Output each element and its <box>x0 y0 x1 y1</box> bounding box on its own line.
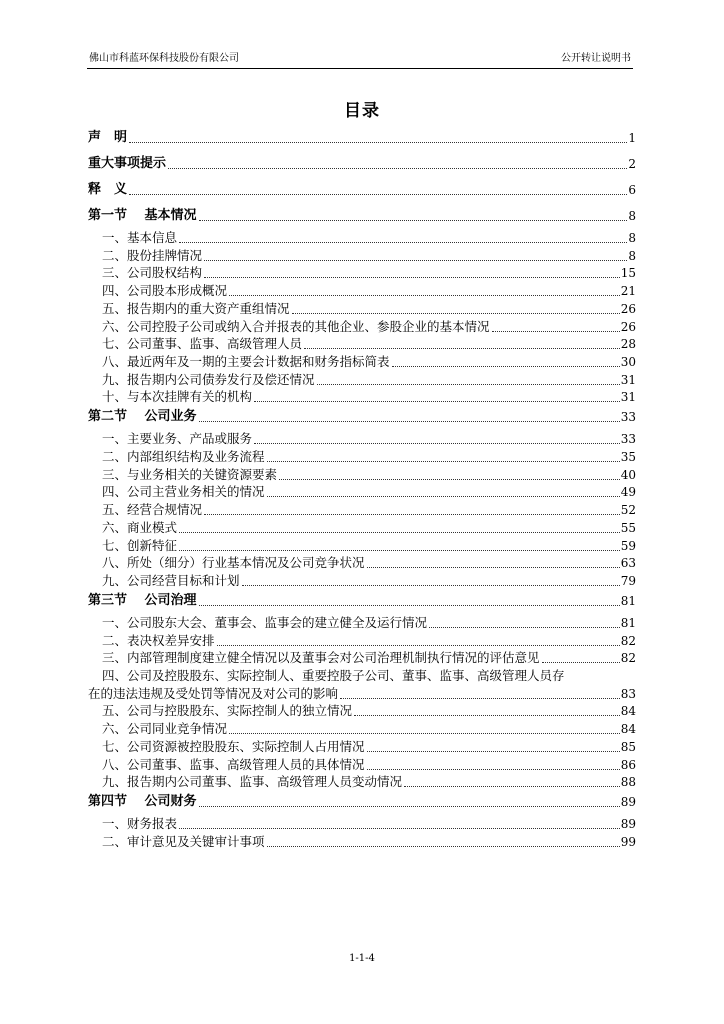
dot-leader <box>199 210 628 221</box>
toc-page-number: 40 <box>620 467 636 482</box>
toc-entry-label: 四、公司主营业务相关的情况 <box>102 484 265 500</box>
toc-entry-label: 十、与本次挂牌有关的机构 <box>102 389 253 405</box>
dot-leader <box>404 776 620 787</box>
toc-entry-label: 八、公司董事、监事、高级管理人员的具体情况 <box>102 756 365 772</box>
toc-page-number: 81 <box>620 615 636 630</box>
toc-entry-label: 九、公司经营目标和计划 <box>102 572 240 588</box>
toc-page-number: 79 <box>620 573 636 588</box>
page-number: 1-1-4 <box>349 953 375 964</box>
toc-entry[interactable] <box>88 266 636 280</box>
toc-entry[interactable] <box>88 758 636 772</box>
page-header <box>87 52 633 69</box>
toc-page-number: 55 <box>620 520 636 535</box>
dot-leader <box>217 635 620 646</box>
toc-entry-label: 六、商业模式 <box>102 519 178 535</box>
toc-entry[interactable] <box>88 231 636 245</box>
dot-leader <box>340 688 620 699</box>
toc-page-number: 33 <box>620 432 636 447</box>
toc-entry-label: 第二节 公司业务 <box>88 409 197 425</box>
toc-entry-label: 第三节 公司治理 <box>88 592 197 608</box>
toc-entry[interactable] <box>88 355 636 369</box>
toc-entry-label: 二、内部组织结构及业务流程 <box>102 449 265 464</box>
toc-page-number: 31 <box>620 372 636 387</box>
toc-entry[interactable] <box>88 284 636 298</box>
toc-page-number: 85 <box>620 739 636 754</box>
toc-entry[interactable] <box>88 503 636 517</box>
toc-entry[interactable] <box>88 775 636 789</box>
dot-leader <box>254 391 620 402</box>
toc-entry[interactable] <box>88 634 636 648</box>
toc-entry-label: 重大事项提示 <box>88 156 167 171</box>
dot-leader <box>199 411 620 422</box>
toc-entry-label: 七、公司董事、监事、高级管理人员 <box>102 336 303 352</box>
dot-leader <box>199 796 620 807</box>
toc-chapter[interactable] <box>88 131 636 145</box>
toc-page-number: 82 <box>620 633 636 648</box>
dot-leader <box>317 374 620 385</box>
toc-entry[interactable] <box>88 337 636 351</box>
toc-page-number: 26 <box>620 319 636 334</box>
toc-entry[interactable] <box>88 485 636 499</box>
toc-entry-label: 一、财务报表 <box>102 816 178 832</box>
toc-entry[interactable] <box>88 390 636 404</box>
dot-leader <box>179 522 620 533</box>
dot-leader <box>367 759 620 770</box>
dot-leader <box>354 705 620 716</box>
toc-entry[interactable] <box>88 539 636 553</box>
toc-entry-label: 声 明 <box>88 130 128 145</box>
toc-entry[interactable] <box>88 616 636 630</box>
toc-page-number: 8 <box>628 209 636 223</box>
toc-entry-label: 一、主要业务、产品或服务 <box>102 431 253 447</box>
toc-chapter[interactable] <box>88 795 636 809</box>
toc-page-number: 63 <box>620 556 636 571</box>
dot-leader <box>392 356 620 367</box>
toc-entry[interactable] <box>88 687 636 701</box>
toc-page-number: 82 <box>620 651 636 666</box>
toc-entry-label: 九、报告期内公司债券发行及偿还情况 <box>102 371 315 387</box>
toc-entry-label: 五、公司与控股股东、实际控制人的独立情况 <box>102 703 353 719</box>
dot-leader <box>367 741 620 752</box>
toc-entry-label: 在的违法违规及受处罚等情况及对公司的影响 <box>88 685 339 701</box>
toc-page-number: 8 <box>628 248 636 263</box>
toc-entry-label: 三、公司股权结构 <box>102 265 203 281</box>
toc-page-number: 8 <box>628 231 636 245</box>
toc-chapter[interactable] <box>88 157 636 171</box>
dot-leader <box>204 504 620 515</box>
toc-page-number: 49 <box>620 485 636 500</box>
dot-leader <box>429 617 620 628</box>
dot-leader <box>204 267 620 278</box>
toc-page-number: 30 <box>620 354 636 369</box>
toc-page-number: 88 <box>620 775 636 790</box>
toc-entry[interactable] <box>88 320 636 334</box>
toc-page-number: 15 <box>620 266 636 281</box>
toc-entry[interactable] <box>88 651 636 665</box>
toc-entry-label: 五、经营合规情况 <box>102 502 203 518</box>
toc-entry[interactable] <box>88 249 636 263</box>
toc-entry-label: 七、公司资源被控股股东、实际控制人占用情况 <box>102 738 365 754</box>
toc-page-number: 35 <box>620 450 636 464</box>
toc-chapter[interactable] <box>88 183 636 197</box>
toc-entry-label: 二、股份挂牌情况 <box>102 247 203 263</box>
header-company-name: 佛山市科蓝环保科技股份有限公司 <box>89 53 239 64</box>
dot-leader <box>129 132 627 143</box>
toc-page-number: 33 <box>620 410 636 425</box>
toc-entry[interactable] <box>88 835 636 849</box>
toc-page-number: 81 <box>620 593 636 608</box>
dot-leader <box>254 433 620 444</box>
toc-entry[interactable] <box>88 302 636 316</box>
toc-page-number: 28 <box>620 337 636 352</box>
toc-entry-label: 二、表决权差异安排 <box>102 632 215 648</box>
toc-entry-label: 六、公司控股子公司或纳入合并报表的其他企业、参股企业的基本情况 <box>102 318 490 334</box>
toc-entry-label: 八、最近两年及一期的主要会计数据和财务指标简表 <box>102 353 390 369</box>
dot-leader <box>179 540 620 551</box>
toc-chapter[interactable] <box>88 410 636 424</box>
toc-entry-label: 一、基本信息 <box>102 230 178 245</box>
toc-entry-label: 九、报告期内公司董事、监事、高级管理人员变动情况 <box>102 774 403 790</box>
dot-leader <box>542 652 620 663</box>
toc-page-number: 89 <box>620 817 636 832</box>
dot-leader <box>492 321 620 332</box>
toc-page-number: 86 <box>620 757 636 772</box>
dot-leader <box>304 338 620 349</box>
toc-entry-label: 一、公司股东大会、董事会、监事会的建立健全及运行情况 <box>102 614 428 630</box>
dot-leader <box>129 184 627 195</box>
toc-chapter[interactable] <box>88 209 636 223</box>
toc-entry-label: 四、公司股本形成概况 <box>102 283 228 299</box>
toc-page-number: 21 <box>620 284 636 299</box>
toc-entry-label: 八、所处（细分）行业基本情况及公司竞争状况 <box>102 555 365 571</box>
toc-entry-line[interactable]: 四、公司及控股股东、实际控制人、重要控股子公司、董事、监事、高级管理人员存 <box>102 668 565 683</box>
dot-leader <box>267 486 620 497</box>
header-document-type: 公开转让说明书 <box>561 53 631 64</box>
toc-page-number: 89 <box>620 795 636 810</box>
dot-leader <box>204 250 627 261</box>
toc-entry[interactable] <box>88 468 636 482</box>
toc-entry-label: 二、审计意见及关键审计事项 <box>102 833 265 849</box>
dot-leader <box>267 451 620 462</box>
dot-leader <box>292 303 620 314</box>
toc-page-number: 99 <box>620 834 636 849</box>
toc-page-number: 84 <box>620 704 636 719</box>
dot-leader <box>179 818 620 829</box>
toc-entry[interactable] <box>88 450 636 464</box>
toc-page-number: 6 <box>628 183 636 197</box>
toc-chapter[interactable] <box>88 594 636 608</box>
toc-entry-label: 第一节 基本情况 <box>88 208 197 223</box>
dot-leader <box>199 595 620 606</box>
toc-entry[interactable] <box>88 574 636 588</box>
toc-page-number: 31 <box>620 390 636 405</box>
toc-entry-label: 六、公司同业竞争情况 <box>102 721 228 737</box>
toc-entry-label: 五、报告期内的重大资产重组情况 <box>102 300 290 316</box>
toc-entry[interactable] <box>88 373 636 387</box>
toc-entry[interactable] <box>88 432 636 446</box>
toc-entry[interactable] <box>88 704 636 718</box>
toc-page-number: 59 <box>620 538 636 553</box>
dot-leader <box>229 723 620 734</box>
toc-entry-label: 三、内部管理制度建立健全情况以及董事会对公司治理机制执行情况的评估意见 <box>102 650 540 666</box>
dot-leader <box>279 469 620 480</box>
toc-page-number: 84 <box>620 722 636 737</box>
toc-entry-label: 三、与业务相关的关键资源要素 <box>102 466 278 482</box>
toc-entry[interactable] <box>88 556 636 570</box>
toc-title: 目录 <box>344 101 380 121</box>
toc-entry[interactable] <box>88 521 636 535</box>
toc-page-number: 83 <box>620 686 636 701</box>
toc-entry[interactable] <box>88 740 636 754</box>
dot-leader <box>367 557 620 568</box>
dot-leader <box>267 836 620 847</box>
toc-entry[interactable] <box>88 722 636 736</box>
toc-page-number: 52 <box>620 503 636 518</box>
dot-leader <box>168 158 627 169</box>
toc-entry[interactable] <box>88 817 636 831</box>
toc-entry-label: 释 义 <box>88 182 128 197</box>
dot-leader <box>179 232 627 243</box>
dot-leader <box>229 285 620 296</box>
toc-entry-label: 第四节 公司财务 <box>88 794 197 810</box>
toc-entry-label: 七、创新特征 <box>102 537 178 553</box>
dot-leader <box>242 575 620 586</box>
toc-page-number: 26 <box>620 301 636 316</box>
toc-page-number: 1 <box>628 131 636 145</box>
toc-page-number: 2 <box>628 157 636 171</box>
